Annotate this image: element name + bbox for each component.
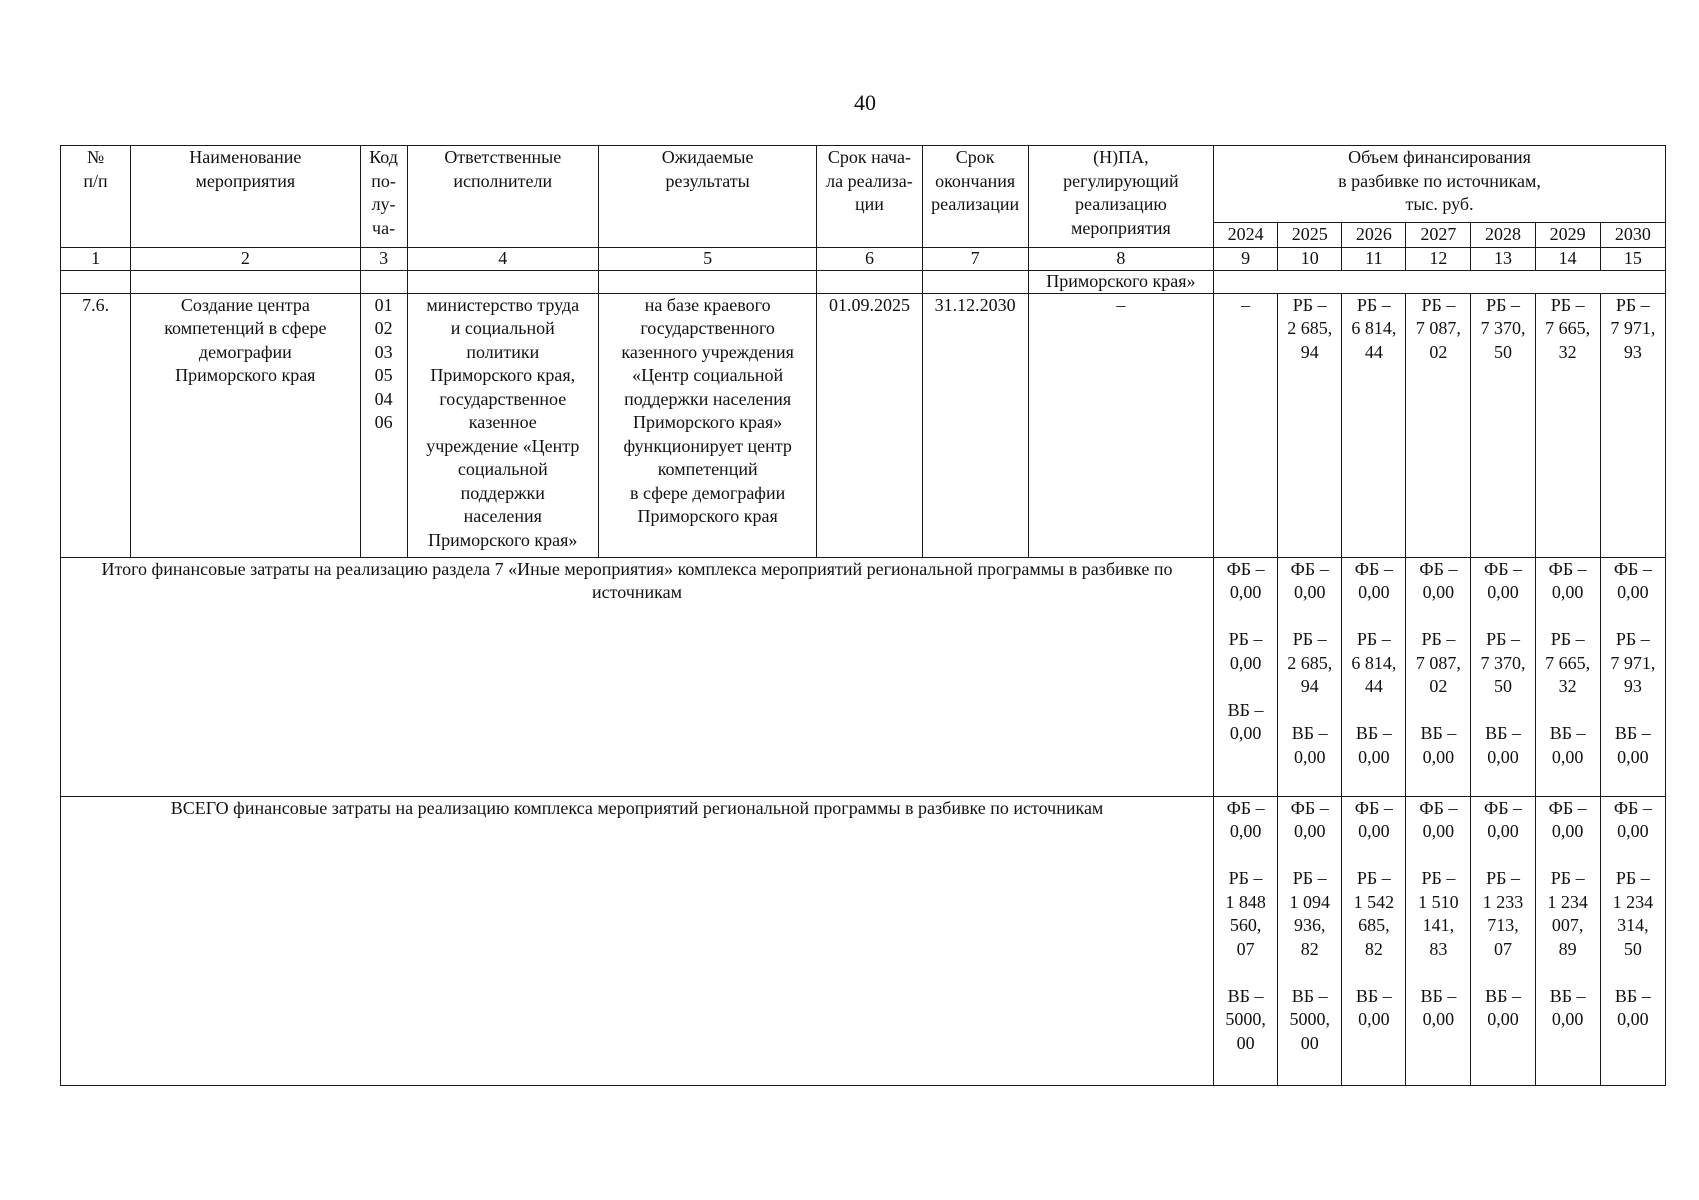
header-year: 2027	[1406, 223, 1471, 248]
recipient-codes: 01 02 03 05 04 06	[360, 293, 407, 557]
header-year: 2030	[1600, 223, 1665, 248]
column-number: 12	[1406, 247, 1471, 270]
column-number: 10	[1278, 247, 1342, 270]
empty-cell	[407, 270, 598, 293]
empty-cell	[922, 270, 1028, 293]
grand-total-2027: ФБ – 0,00 РБ – 1 510 141, 83 ВБ – 0,00	[1406, 796, 1471, 1085]
header-responsible: Ответственные исполнители	[407, 146, 598, 248]
column-number: 4	[407, 247, 598, 270]
funding-2026: РБ – 6 814, 44	[1342, 293, 1406, 557]
section-total-row	[61, 557, 1666, 796]
header-year: 2025	[1278, 223, 1342, 248]
end-date: 31.12.2030	[922, 293, 1028, 557]
grand-total-2026: ФБ – 0,00 РБ – 1 542 685, 82 ВБ – 0,00	[1342, 796, 1406, 1085]
funding-2029: РБ – 7 665, 32	[1535, 293, 1600, 557]
column-number: 11	[1342, 247, 1406, 270]
header-funding: Объем финансирования в разбивке по источникам, тыс. руб.	[1214, 146, 1666, 223]
header-npa: (Н)ПА, регулирующий реализацию мероприятия	[1028, 146, 1213, 248]
column-number: 14	[1535, 247, 1600, 270]
grand-total-label: ВСЕГО финансовые затраты на реализацию комплекса мероприятий региональной программы в разбивке по источникам	[61, 796, 1214, 1085]
empty-cell	[360, 270, 407, 293]
grand-total-row	[61, 796, 1666, 1085]
header-end-date: Срок окончания реализации	[922, 146, 1028, 248]
column-number: 15	[1600, 247, 1665, 270]
responsible-executors: министерство труда и социальной политики Приморского края, государственное казенное учреждение «Центр социальной поддержки населения Приморского края»	[407, 293, 598, 557]
header-year: 2029	[1535, 223, 1600, 248]
column-number: 5	[598, 247, 816, 270]
grand-total-2029: ФБ – 0,00 РБ – 1 234 007, 89 ВБ – 0,00	[1535, 796, 1600, 1085]
funding-2027: РБ – 7 087, 02	[1406, 293, 1471, 557]
grand-total-2025: ФБ – 0,00 РБ – 1 094 936, 82 ВБ – 5000, 00	[1278, 796, 1342, 1085]
header-year: 2024	[1214, 223, 1278, 248]
column-number: 2	[131, 247, 360, 270]
page-number: 40	[854, 90, 876, 115]
header-start-date: Срок нача- ла реализа- ции	[817, 146, 922, 248]
start-date: 01.09.2025	[817, 293, 922, 557]
header-row	[61, 146, 1666, 223]
grand-total-2024: ФБ – 0,00 РБ – 1 848 560, 07 ВБ – 5000, 00	[1214, 796, 1278, 1085]
column-number: 6	[817, 247, 922, 270]
empty-cell	[61, 270, 131, 293]
continuation-row	[61, 270, 1666, 293]
section-total-2026: ФБ – 0,00 РБ – 6 814, 44 ВБ – 0,00	[1342, 557, 1406, 796]
program-table	[60, 145, 1666, 1086]
header-num: № п/п	[61, 146, 131, 248]
grand-total-2030: ФБ – 0,00 РБ – 1 234 314, 50 ВБ – 0,00	[1600, 796, 1665, 1085]
column-number: 1	[61, 247, 131, 270]
column-number: 7	[922, 247, 1028, 270]
header-kod: Код по- лу- ча-	[360, 146, 407, 248]
section-total-2025: ФБ – 0,00 РБ – 2 685, 94 ВБ – 0,00	[1278, 557, 1342, 796]
funding-2028: РБ – 7 370, 50	[1471, 293, 1535, 557]
npa-value: –	[1028, 293, 1213, 557]
grand-total-2028: ФБ – 0,00 РБ – 1 233 713, 07 ВБ – 0,00	[1471, 796, 1535, 1085]
empty-cell	[1214, 270, 1666, 293]
header-name: Наименование мероприятия	[131, 146, 360, 248]
header-year: 2026	[1342, 223, 1406, 248]
row-number: 7.6.	[61, 293, 131, 557]
empty-cell	[598, 270, 816, 293]
header-year: 2028	[1471, 223, 1535, 248]
funding-2030: РБ – 7 971, 93	[1600, 293, 1665, 557]
column-number: 8	[1028, 247, 1213, 270]
header-results: Ожидаемые результаты	[598, 146, 816, 248]
section-total-2028: ФБ – 0,00 РБ – 7 370, 50 ВБ – 0,00	[1471, 557, 1535, 796]
section-total-2030: ФБ – 0,00 РБ – 7 971, 93 ВБ – 0,00	[1600, 557, 1665, 796]
funding-2025: РБ – 2 685, 94	[1278, 293, 1342, 557]
expected-results: на базе краевого государственного казенного учреждения «Центр социальной поддержки населения Приморского края» функционирует центр компетенций в сфере демографии Приморского края	[598, 293, 816, 557]
section-total-2029: ФБ – 0,00 РБ – 7 665, 32 ВБ – 0,00	[1535, 557, 1600, 796]
empty-cell	[131, 270, 360, 293]
column-number: 13	[1471, 247, 1535, 270]
empty-cell	[817, 270, 922, 293]
section-total-2027: ФБ – 0,00 РБ – 7 087, 02 ВБ – 0,00	[1406, 557, 1471, 796]
column-number: 3	[360, 247, 407, 270]
column-number-row	[61, 247, 1666, 270]
section-total-label: Итого финансовые затраты на реализацию раздела 7 «Иные мероприятия» комплекса мероприятий региональной программы в разбивке по источникам	[61, 557, 1214, 796]
funding-2024: –	[1214, 293, 1278, 557]
column-number: 9	[1214, 247, 1278, 270]
table-row-7-6	[61, 293, 1666, 557]
measure-name: Создание центра компетенций в сфере демографии Приморского края	[131, 293, 360, 557]
continuation-npa: Приморского края»	[1028, 270, 1213, 293]
section-total-2024: ФБ – 0,00 РБ – 0,00 ВБ – 0,00	[1214, 557, 1278, 796]
